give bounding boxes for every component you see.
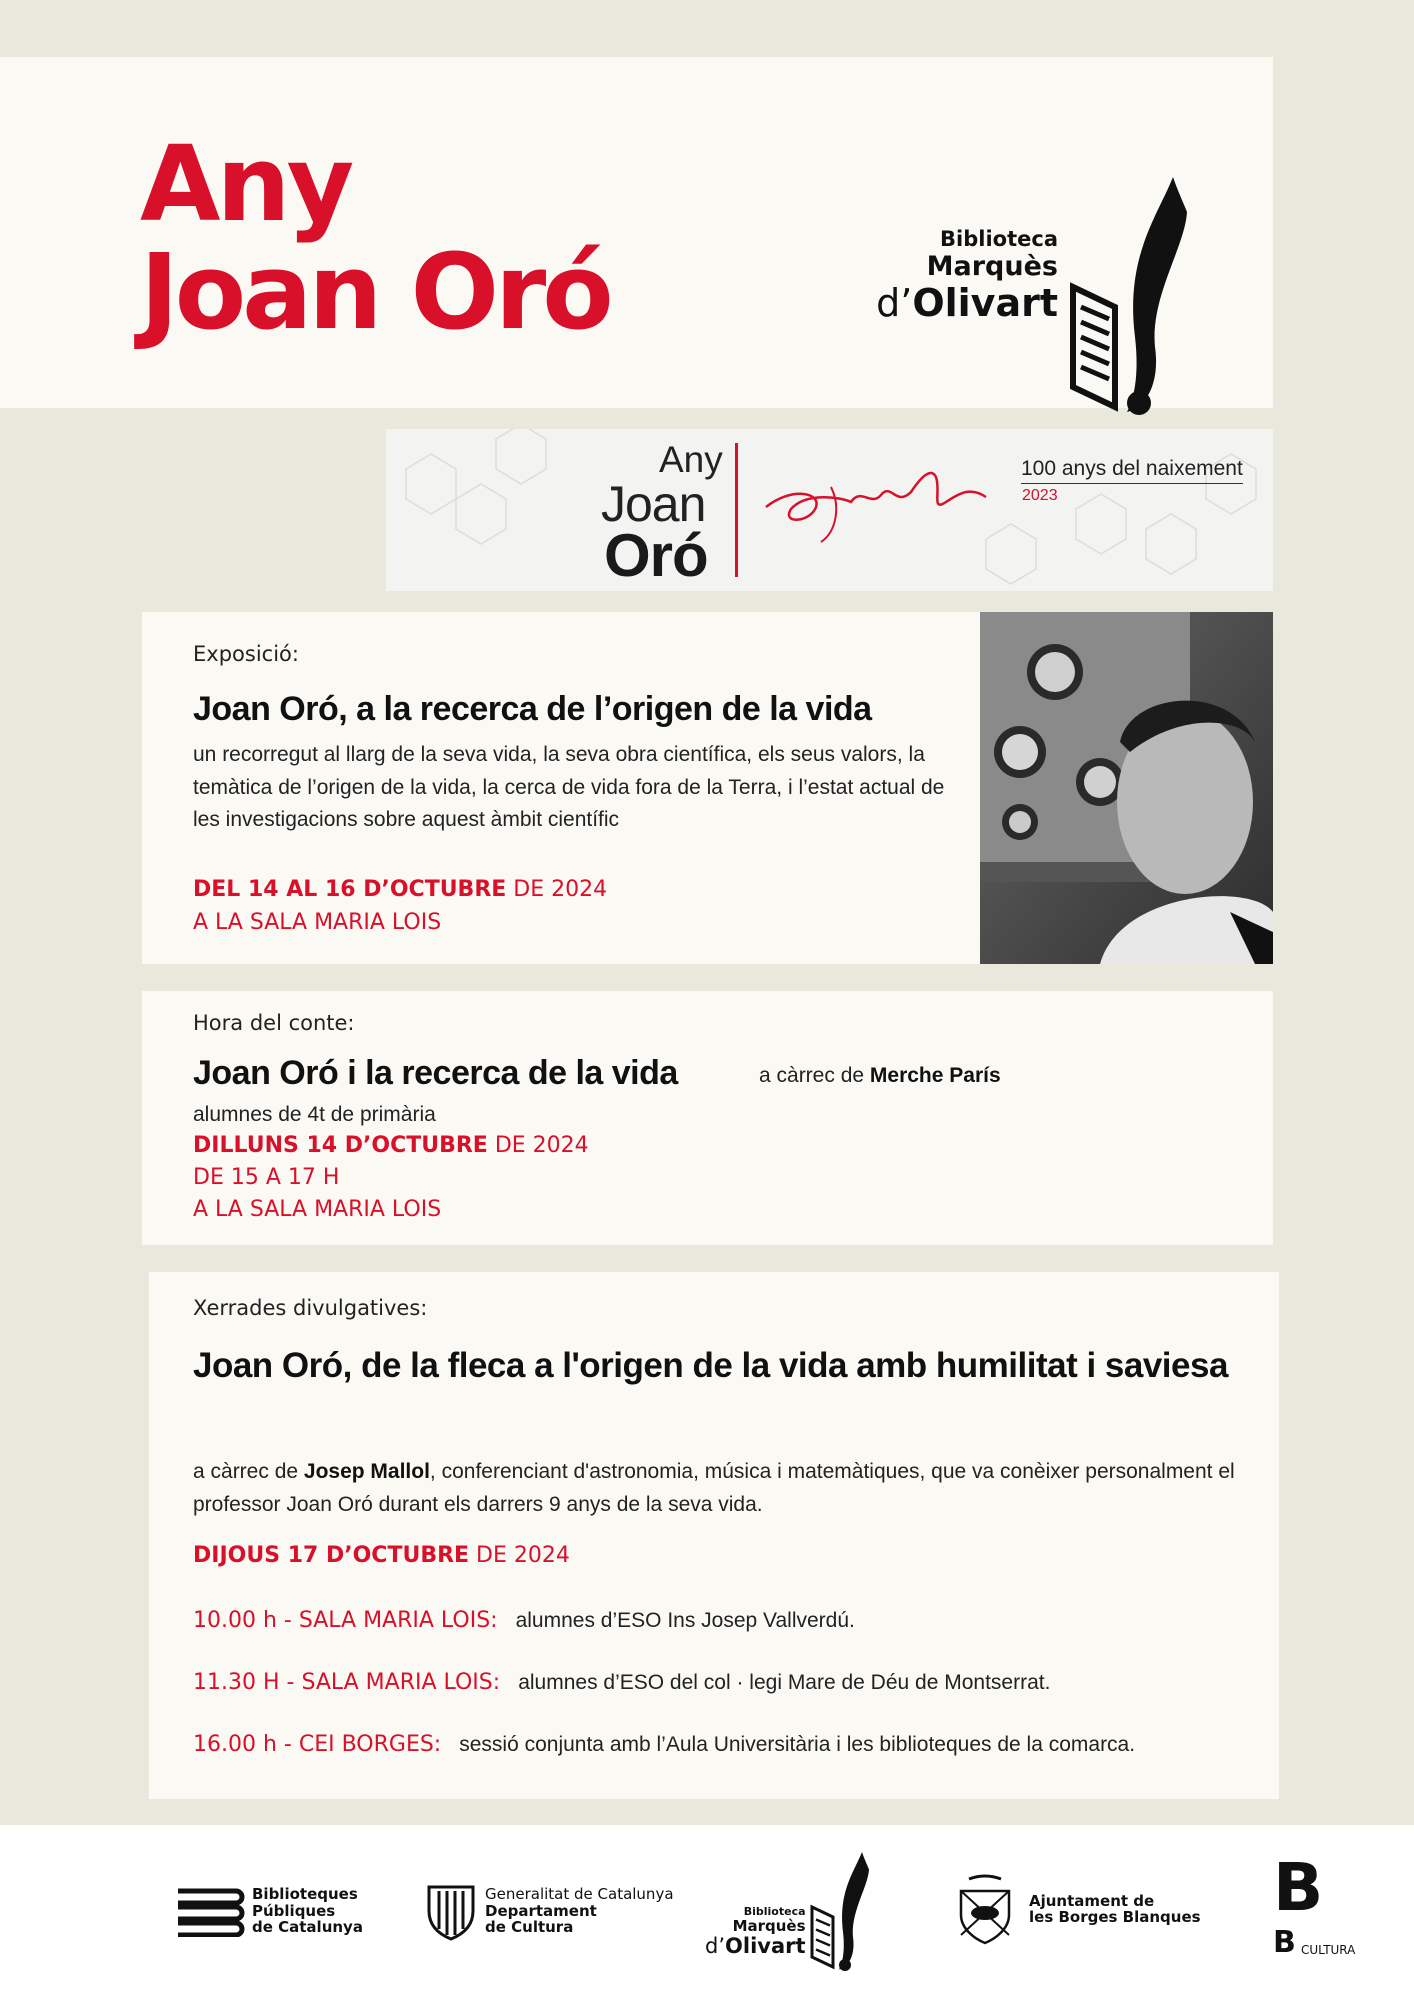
storytime-audience: alumnes de 4t de primària — [193, 1103, 436, 1126]
talks-title: Joan Oró, de la fleca a l'origen de la vida amb humilitat i saviesa — [193, 1346, 1228, 1385]
joan-oro-photo — [980, 612, 1273, 964]
library-logo-line3: d’Olivart — [876, 281, 1058, 325]
bpc-stripes-icon — [176, 1885, 246, 1937]
exhibition-place: A LA SALA MARIA LOIS — [193, 910, 442, 935]
signature-image — [761, 447, 991, 557]
bpc-logo: Biblioteques Públiques de Catalunya — [176, 1885, 363, 1937]
gencat-logo: Generalitat de Catalunya Departament de Cultura — [425, 1881, 674, 1941]
banner-divider — [735, 443, 738, 577]
storytime-title: Joan Oró i la recerca de la vida — [193, 1054, 678, 1092]
section-label: Xerrades divulgatives: — [193, 1296, 428, 1320]
olivart-footer-logo: Biblioteca Marquès d’Olivart — [705, 1847, 878, 1977]
page-title-line1: Any — [140, 123, 351, 245]
section-label: Hora del conte: — [193, 1011, 355, 1035]
exhibition-description: un recorregut al llarg de la seva vida, la seva obra científica, els seus valors, la temàtica de l’origen de la vida, la cerca de vida fora de la Terra, i l’estat actual de les investigacions sobre aquest àmbit científic — [193, 743, 945, 832]
talks-section — [149, 1272, 1279, 1799]
banner-oro-word: Oró — [604, 522, 708, 589]
bcultura-logo: B B CULTURA — [1273, 1849, 1356, 1960]
borges-crest-icon — [955, 1873, 1015, 1945]
exhibition-section — [142, 612, 1273, 964]
banner-any-word: Any — [659, 439, 723, 480]
banner-subtitle: 100 anys del naixement — [1021, 457, 1243, 484]
session-item: 11.30 H - SALA MARIA LOIS: alumnes d’ESO del col · legi Mare de Déu de Montserrat. — [193, 1670, 1051, 1695]
session-item: 10.00 h - SALA MARIA LOIS: alumnes d’ESO Ins Josep Vallverdú. — [193, 1608, 855, 1633]
talks-description: a càrrec de Josep Mallol, conferenciant d'astronomia, música i matemàtiques, que va conèixer personalment el professor Joan Oró durant els darrers 9 anys de la seva vida. — [193, 1460, 1235, 1516]
section-label: Exposició: — [193, 642, 299, 666]
book-quill-logo-icon — [1065, 167, 1205, 427]
storytime-date: DILLUNS 14 D’OCTUBRE DE 2024 — [193, 1133, 589, 1158]
banner-joan-word: Joan — [601, 476, 706, 532]
talks-date: DIJOUS 17 D’OCTUBRE DE 2024 — [193, 1543, 570, 1568]
exhibition-date: DEL 14 AL 16 D’OCTUBRE DE 2024 — [193, 877, 608, 902]
book-quill-logo-icon — [808, 1847, 878, 1977]
exhibition-title: Joan Oró, a la recerca de l’origen de la vida — [193, 690, 872, 728]
sponsors-footer — [0, 1825, 1414, 2000]
storytime-section — [142, 991, 1273, 1245]
storytime-presenter: a càrrec de Merche París — [759, 1064, 1001, 1087]
storytime-time: DE 15 A 17 H — [193, 1165, 340, 1190]
ajuntament-logo: Ajuntament de les Borges Blanques — [955, 1873, 1201, 1945]
library-logo-line2: Marquès — [926, 251, 1058, 282]
gencat-shield-icon — [425, 1881, 477, 1941]
banner-year: 2023 — [1022, 487, 1058, 504]
library-logo-line1: Biblioteca — [940, 227, 1058, 251]
header-panel — [0, 57, 1273, 408]
session-item: 16.00 h - CEI BORGES: sessió conjunta amb l’Aula Universitària i les biblioteques de la comarca. — [193, 1732, 1136, 1757]
page-title-line2: Joan Oró — [140, 231, 610, 353]
anniversary-banner — [386, 429, 1273, 591]
storytime-place: A LA SALA MARIA LOIS — [193, 1197, 442, 1222]
